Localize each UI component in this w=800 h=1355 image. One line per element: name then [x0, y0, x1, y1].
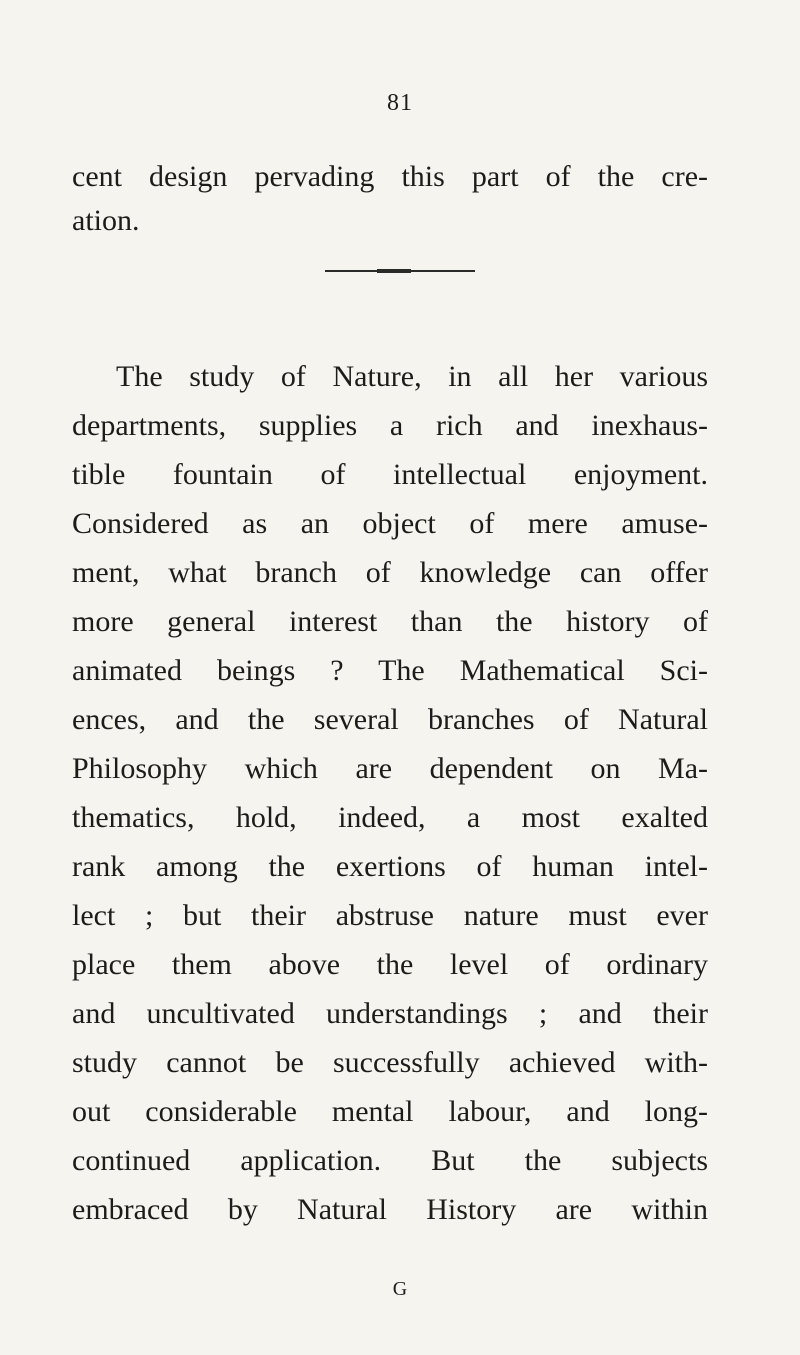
text-line: rank among the exertions of human intel- — [72, 850, 708, 883]
section-divider — [325, 270, 475, 272]
text-line: The study of Nature, in all her various — [116, 360, 708, 393]
text-line: and uncultivated understandings ; and their — [72, 997, 708, 1030]
text-line: lect ; but their abstruse nature must ever — [72, 899, 708, 932]
text-line: place them above the level of ordinary — [72, 948, 708, 981]
text-line: Considered as an object of mere amuse- — [72, 507, 708, 540]
text-line: continued application. But the subjects — [72, 1144, 708, 1177]
text-line: cent design pervading this part of the cre- — [72, 160, 708, 193]
text-line: out considerable mental labour, and long- — [72, 1095, 708, 1128]
text-line: embraced by Natural History are within — [72, 1193, 708, 1226]
signature-mark: G — [392, 1278, 408, 1300]
text-line: ment, what branch of knowledge can offer — [72, 556, 708, 589]
text-line: animated beings ? The Mathematical Sci- — [72, 654, 708, 687]
text-line: Philosophy which are dependent on Ma- — [72, 752, 708, 785]
text-line: study cannot be successfully achieved with- — [72, 1046, 708, 1079]
text-line: tible fountain of intellectual enjoyment. — [72, 458, 708, 491]
text-line: more general interest than the history of — [72, 605, 708, 638]
text-line: departments, supplies a rich and inexhaus- — [72, 409, 708, 442]
text-line: ences, and the several branches of Natural — [72, 703, 708, 736]
page-number: 81 — [387, 90, 413, 116]
text-line: ation. — [72, 204, 140, 237]
text-line: thematics, hold, indeed, a most exalted — [72, 801, 708, 834]
